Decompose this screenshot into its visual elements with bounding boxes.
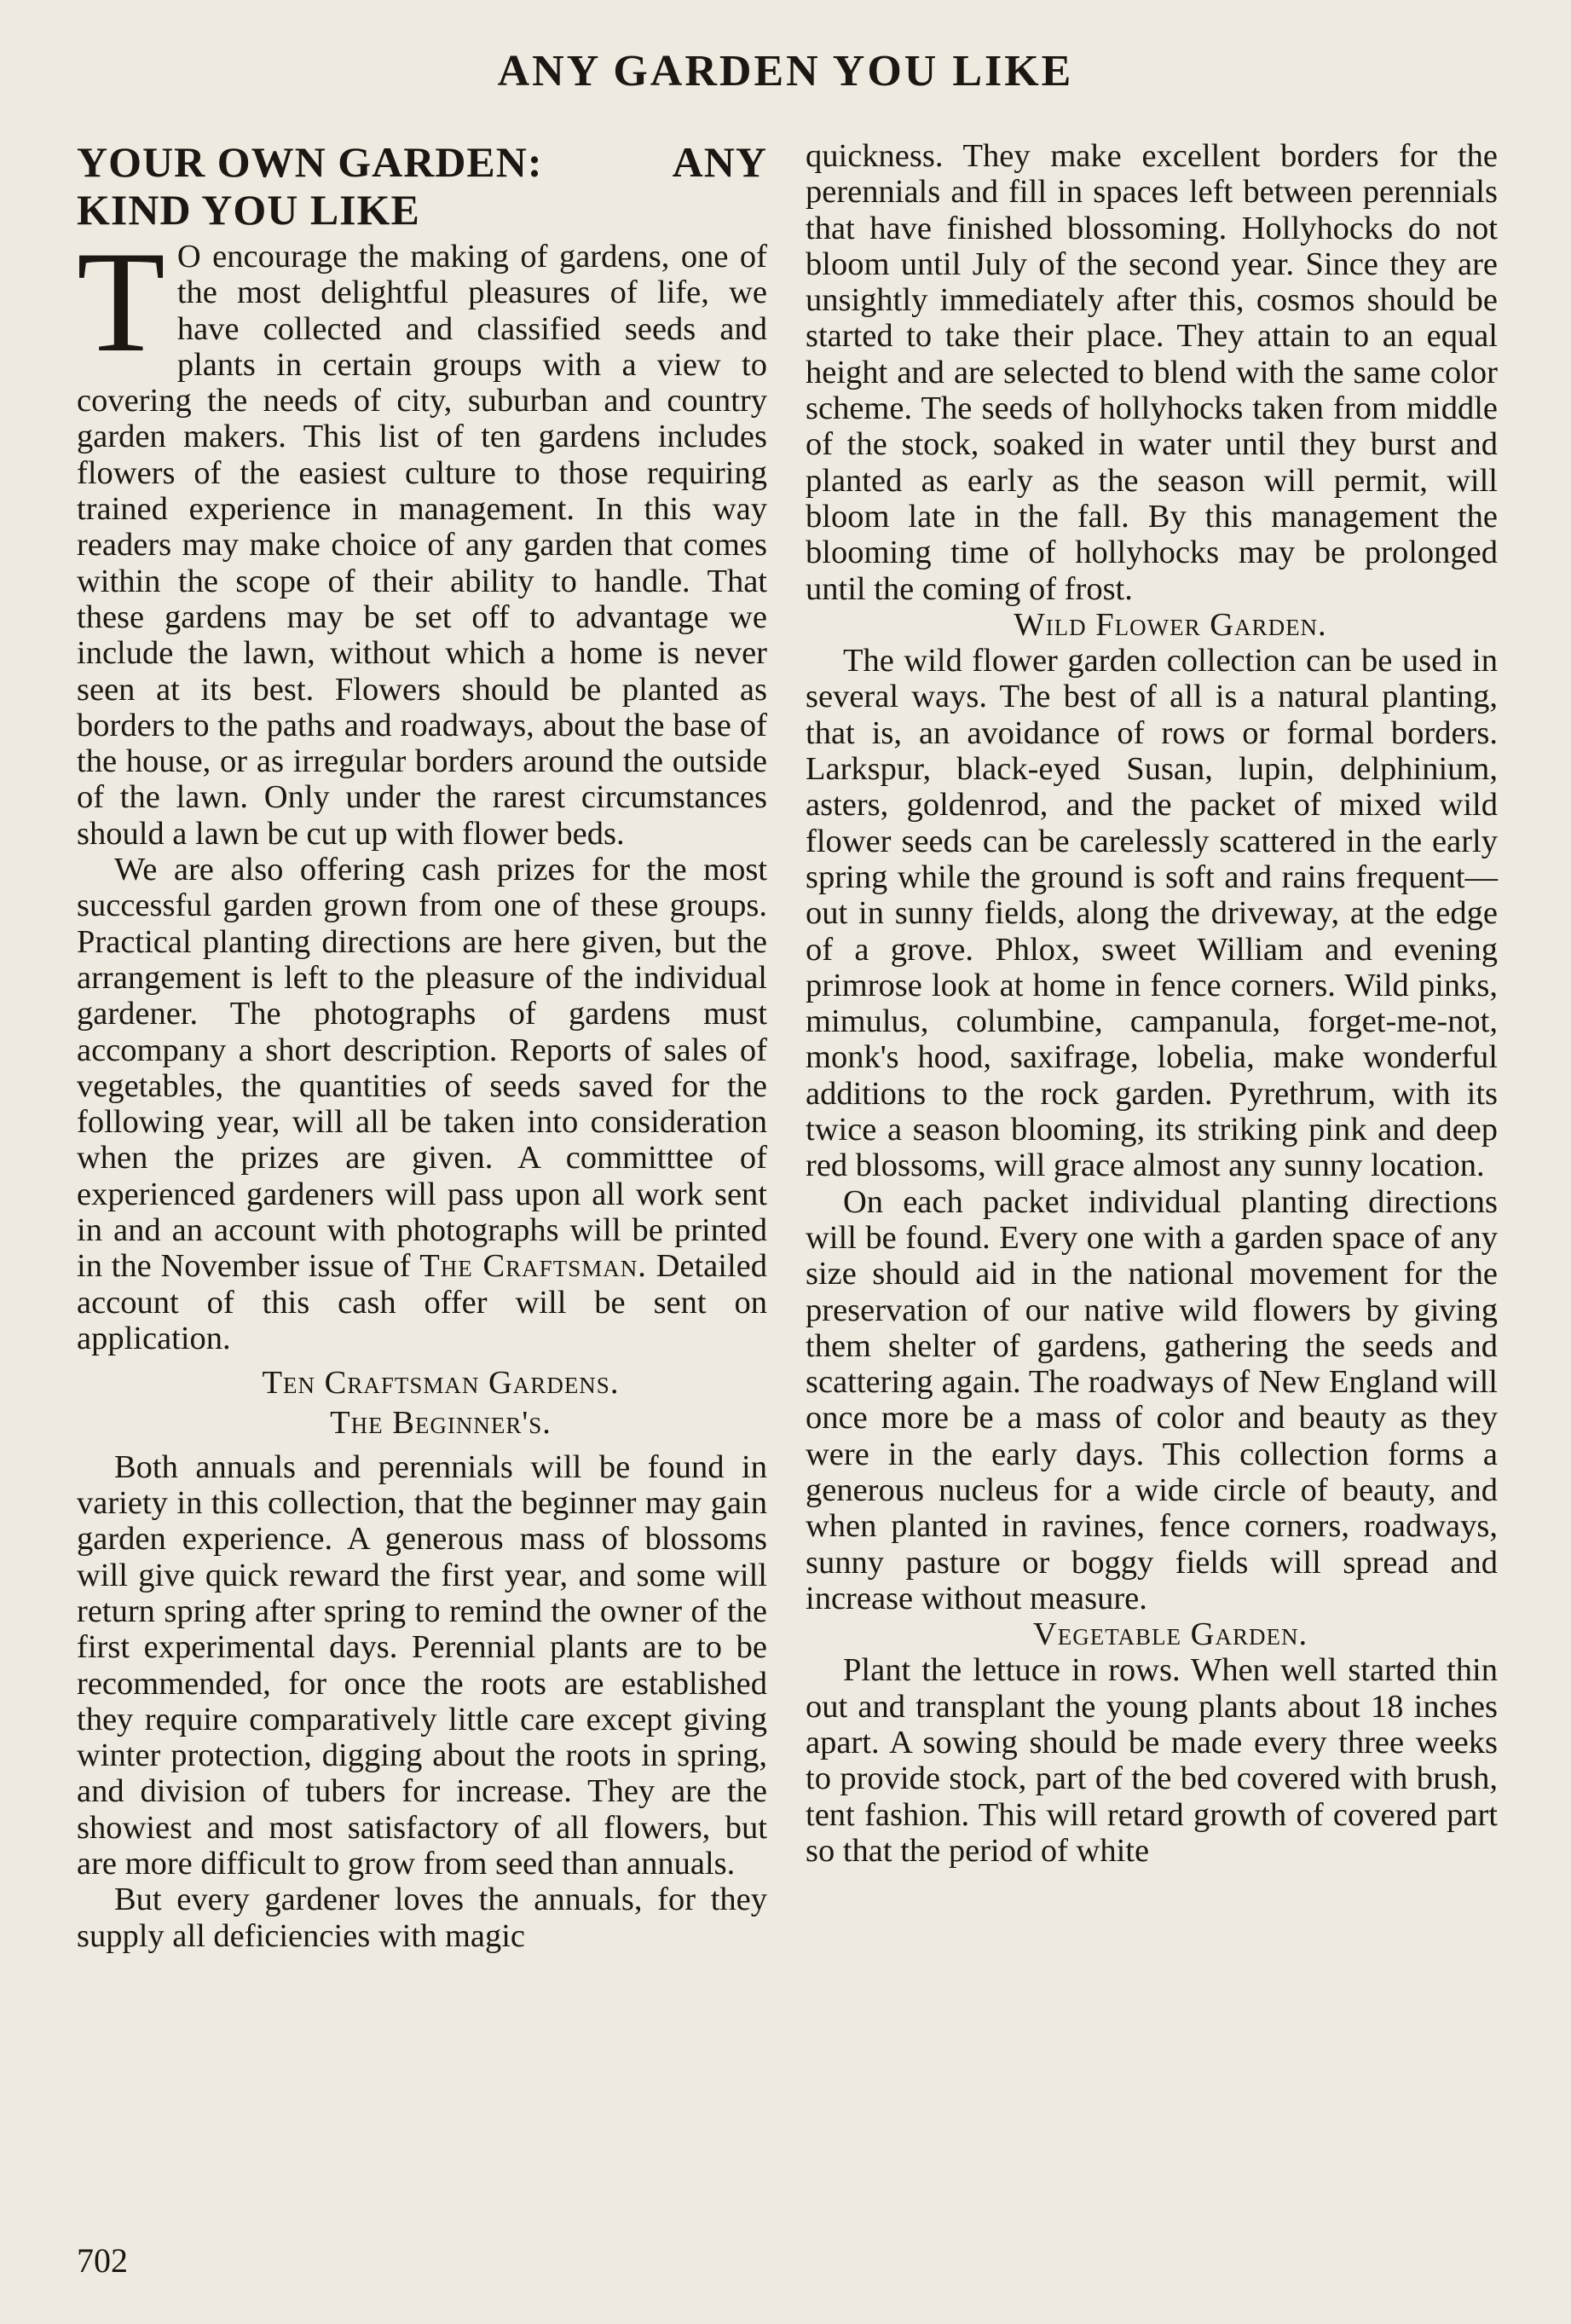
- intro-paragraph-2-text-b: Detailed account of this cash offer will be sent on application.: [77, 1248, 768, 1356]
- section-heading-ten-gardens: Ten Craftsman Gardens.: [262, 1365, 620, 1402]
- intro-paragraph-2-text-a: We are also offering cash prizes for the most successful garden grown from one of these groups. Practical planting directions are here given, but the arrangement is left to the pleasure of the individual gardener. The photographs of gardens must accompany a short description. Reports of sales of vegetables, the quantities of seeds saved for the following year, will all be taken into consideration when the prizes are given. A committtee of experienced gardeners will pass upon all work sent in and an account with photographs will be printed in the November issue of: [77, 852, 767, 1285]
- continued-paragraph: quickness. They make excellent borders for the perennials and fill in spaces left between perennials that have finished blossoming. Hollyhocks do not bloom until July of the second year. Since they are unsightly immediately after this, cosmos should be started to take their place. They attain to an equal height and are selected to blend with the same color scheme. The seeds of hollyhocks taken from middle of the stock, soaked in water until they burst and planted as early as the season will permit, will bloom late in the fall. By this management the blooming time of hollyhocks may be prolonged until the coming of frost.: [806, 138, 1498, 607]
- vegetable-paragraph-1: Plant the lettuce in rows. When well started thin out and transplant the young plants about 18 inches apart. A sowing should be made every three weeks to provide stock, part of the bed covered with brush, tent fashion. This will retard growth of covered part so that the period of white: [806, 1652, 1498, 1869]
- title-line-1: [77, 138, 767, 186]
- section-heading-beginners: The Beginner's.: [330, 1404, 552, 1441]
- section-heading-vegetable: Vegetable Garden.: [1032, 1616, 1308, 1653]
- wild-flower-paragraph-2: On each packet individual planting directions will be found. Every one with a garden space of any size should aid in the national movement for the preservation of our native wild flowers by giving them shelter of gardens, gathering the seeds and scattering again. The roadways of New England will once more be a mass of color and beauty as they were in the early days. This collection forms a generous nucleus for a wide circle of beauty, and when planted in ravines, fence corners, roadways, sunny pasture or boggy fields will spread and increase without measure.: [806, 1183, 1498, 1616]
- beginners-paragraph-2: But every gardener loves the annuals, for they supply all deficiencies with magic: [77, 1882, 767, 1954]
- drop-cap: T: [77, 222, 165, 382]
- page-number: 702: [77, 2241, 128, 2280]
- intro-paragraph-1-text: O encourage the making of gardens, one of the most delightful pleasures of life, we have collected and classified seeds and plants in certain groups with a view to covering the needs of city, suburban and country garden makers. This list of ten gardens includes flowers of the easiest culture to those requiring trained experience in management. In this way readers may make choice of any garden that comes within the scope of their ability to handle. That these gardens may be set off to advantage we include the lawn, without which a home is never seen at its best. Flowers should be planted as borders to the paths and roadways, about the base of the house, or as irregular borders around the outside of the lawn. Only under the rarest circumstances should a lawn be cut up with flower beds.: [77, 239, 767, 852]
- title-line-2: KIND YOU LIKE: [77, 186, 420, 234]
- magazine-name: The Craftsman.: [419, 1248, 647, 1285]
- left-column: [77, 138, 767, 1954]
- right-column: [806, 138, 1498, 1869]
- title-line-1-part-b: ANY: [672, 138, 767, 186]
- running-head: ANY GARDEN YOU LIKE: [497, 47, 1074, 95]
- section-heading-wild-flower: Wild Flower Garden.: [1014, 606, 1327, 643]
- article-title: [77, 138, 767, 234]
- intro-paragraph-2: [77, 852, 767, 1356]
- intro-paragraph-1: [77, 222, 767, 852]
- wild-flower-paragraph-1: The wild flower garden collection can be used in several ways. The best of all is a natural planting, that is, an avoidance of rows or formal borders. Larkspur, black-eyed Susan, lupin, delphinium, asters, goldenrod, and the packet of mixed wild flower seeds can be carelessly scattered in the early spring while the ground is soft and rains frequent—out in sunny fields, along the driveway, at the edge of a grove. Phlox, sweet William and evening primrose look at home in fence corners. Wild pinks, mimulus, columbine, campanula, forget-me-not, monk's hood, saxifrage, lobelia, make wonderful additions to the rock garden. Pyrethrum, with its twice a season blooming, its striking pink and deep red blossoms, will grace almost any sunny location.: [806, 643, 1498, 1184]
- title-line-1-part-a: YOUR OWN GARDEN:: [77, 138, 543, 186]
- beginners-paragraph-1: Both annuals and perennials will be found in variety in this collection, that the beginner may gain garden experience. A generous mass of blossoms will give quick reward the first year, and some will return spring after spring to remind the owner of the first experimental days. Perennial plants are to be recommended, for once the roots are established they require comparatively little care except giving winter protection, digging about the roots in spring, and division of tubers for increase. They are the showiest and most satisfactory of all flowers, but are more difficult to grow from seed than annuals.: [77, 1448, 767, 1882]
